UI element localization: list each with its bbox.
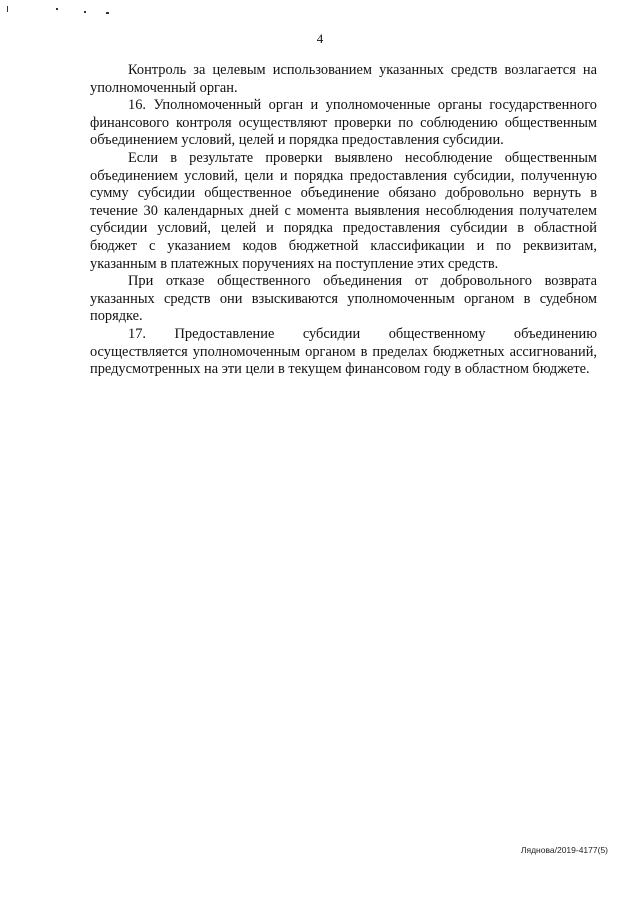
scan-artifact-mark <box>84 11 86 13</box>
scan-artifact-mark <box>7 6 8 12</box>
document-footer-code: Ляднова/2019-4177(5) <box>520 845 608 855</box>
paragraph-clause-16: 16. Уполномоченный орган и уполномоченные органы государственного финансового контроля осуществляют проверки по соблюдению общественным объединением условий, целей и порядка предоставления субсидии. <box>90 97 597 149</box>
paragraph-control-responsibility: Контроль за целевым использованием указанных средств возлагается на уполномоченный орган. <box>90 62 597 96</box>
paragraph-court-recovery: При отказе общественного объединения от добровольного возврата указанных средств они взыскиваются уполномоченным органом в судебном порядке. <box>90 273 597 325</box>
document-body <box>90 62 597 379</box>
paragraph-clause-17: 17. Предоставление субсидии общественному объединению осуществляется уполномоченным органом в пределах бюджетных ассигнований, предусмотренных на эти цели в текущем финансовом году в областном бюджете. <box>90 325 597 378</box>
paragraph-refund-procedure: Если в результате проверки выявлено несоблюдение общественным объединением условий, цели и порядка предоставления субсидии, полученную сумму субсидии общественное объединение обязано добровольно вернуть в течение 30 календарных дней с момента выявления несоблюдения получателем субсидии условий, целей и порядка предоставления субсидии в областной бюджет с указанием кодов бюджетной классификации и по реквизитам, указанным в платежных поручениях на поступление этих средств. <box>90 149 597 272</box>
page-number: 4 <box>316 31 324 46</box>
scan-artifact-mark <box>56 8 58 10</box>
scan-artifact-mark <box>106 12 109 14</box>
